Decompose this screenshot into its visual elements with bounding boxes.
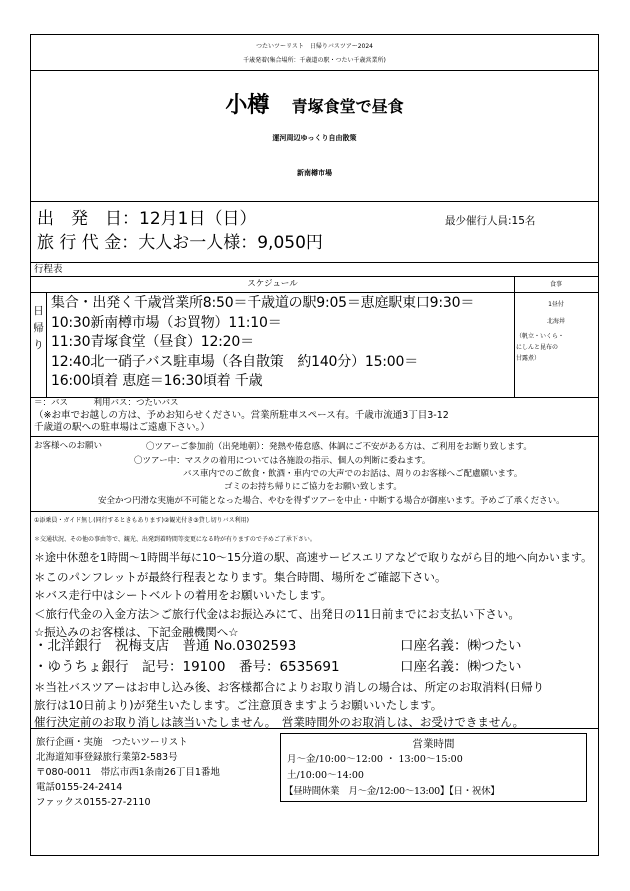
price-value: 大人お一人様：9,050円 bbox=[138, 233, 323, 253]
notes bbox=[34, 514, 592, 640]
title-lunch: 青塚食堂で昼食 bbox=[291, 97, 404, 116]
divider bbox=[31, 511, 598, 512]
day-label bbox=[31, 303, 46, 354]
request-line: 安全かつ円滑な実施が不可能となった場合、やむを得ずツアーを中止・中断する場合が御座います。予めご了承ください。 bbox=[98, 496, 565, 506]
departure-line: 千歳発着(集合場所：千歳道の駅・つたい千歳営業所) bbox=[243, 57, 386, 64]
note-line: ＊バス走行中はシートベルトの着用をお願いいたします。 bbox=[34, 588, 333, 602]
request-line: ゴミのお持ち帰りにご協力をお願い致します。 bbox=[224, 482, 402, 492]
divider bbox=[31, 728, 598, 729]
meal-line: 1昼付 bbox=[548, 301, 564, 308]
meal-note: 甘露煮） bbox=[516, 355, 541, 362]
divider bbox=[31, 292, 598, 293]
divider bbox=[31, 276, 598, 277]
schedule-line: 11:30青塚食堂（昼食）12:20＝ bbox=[51, 334, 254, 350]
schedule-line: 10:30新南樽市場（お買物）11:10＝ bbox=[51, 314, 282, 331]
schedule bbox=[51, 294, 474, 392]
schedule-header: スケジュール bbox=[247, 279, 298, 289]
schedule-line: 12:40北一硝子バス駐車場（各自散策 約140分）15:00＝ bbox=[51, 353, 419, 370]
note-line: ＊途中休憩を1時間〜1時間半毎に10〜15分道の駅、高速サービスエリアなどで取りながら目的地へ向かいます。 bbox=[34, 551, 593, 564]
hours-weekday: 月〜金/10:00〜12:00 ・ 13:00〜15:00 bbox=[287, 754, 463, 765]
cancel-line: ＊当社バスツアーはお申し込み後、お客様都合によりお取り消しの場合は、所定のお取消料(日帰り bbox=[34, 680, 545, 694]
divider bbox=[31, 70, 598, 71]
price-label: 旅 行 代 金： bbox=[37, 233, 139, 253]
title-line2: 運河周辺ゆっくり自由散策 bbox=[272, 134, 357, 142]
hours-saturday: 土/10:00〜14:00 bbox=[287, 770, 364, 781]
bank-hokuyo: ・北洋銀行 祝梅支店 普通 No.0302593 bbox=[34, 638, 297, 654]
divider bbox=[31, 436, 598, 437]
bank-yucho-holder: 口座名義：㈱つたい bbox=[400, 659, 522, 675]
meal-info bbox=[514, 298, 598, 364]
title-main bbox=[31, 91, 598, 122]
departure-date bbox=[37, 208, 256, 230]
date-label: 出 発 日： bbox=[37, 209, 139, 229]
parking-note-line: 千歳道の駅への駐車場はご遠慮下さい。） bbox=[34, 422, 210, 433]
meal-note: にしんと昆布の bbox=[516, 344, 559, 351]
meal-header: 食事 bbox=[549, 281, 562, 288]
requests-label: お客様へのお願い bbox=[34, 441, 103, 451]
cancel-line: 旅行は10日前より)が発生いたします。ご注意頂きますようお願いいたします。 bbox=[34, 697, 443, 712]
day-label-char: 帰 bbox=[33, 322, 44, 334]
itinerary-label: 行程表 bbox=[34, 264, 63, 275]
note-line: ＜旅行代金の入金方法＞ご旅行代金はお振込みにて、出発日の11日前までにお支払い下さい。 bbox=[34, 606, 520, 621]
divider bbox=[31, 262, 598, 263]
bank-hokuyo-holder: 口座名義：㈱つたい bbox=[400, 638, 522, 654]
request-line: バス車内でのご飲食・飲酒・車内での大声でのお話は、周りのお客様へご配慮願います。 bbox=[183, 469, 523, 479]
note-line: ☆振込みのお客様は、下記金融機関へ☆ bbox=[34, 625, 239, 639]
company-line: ファックス0155-27-2110 bbox=[36, 797, 151, 808]
schedule-line: 集合・出発く千歳営業所8:50＝千歳道の駅9:05＝恵庭駅東口9:30＝ bbox=[51, 295, 475, 311]
bank-yucho: ・ゆうちょ銀行 記号：19100 番号：6535691 bbox=[34, 659, 340, 675]
meal-note: （帆立・いくら・ bbox=[516, 333, 565, 340]
date-value: 12月1日（日） bbox=[139, 209, 257, 229]
pamphlet-frame bbox=[30, 34, 599, 856]
parking-note-line: （※お車でお越しの方は、予めお知らせください。営業所駐車スペース有。千歳市流通3丁目3-12 bbox=[34, 410, 449, 421]
company-info bbox=[36, 737, 220, 809]
schedule-line: 16:00頃着 恵庭＝16:30頃着 千歳 bbox=[51, 373, 263, 389]
day-label-char: り bbox=[33, 339, 44, 351]
company-line: 電話0155-24-2414 bbox=[36, 782, 123, 793]
company-line: 北海道知事登録旅行業第2-583号 bbox=[36, 752, 178, 763]
min-participants: 最少催行人員:15名 bbox=[445, 215, 536, 227]
cancel-policy bbox=[34, 680, 544, 730]
cancel-line: 催行決定前のお取り消しは該当いたしません。 営業時間外のお取消しは、お受けできません。 bbox=[34, 715, 525, 729]
title-line3: 新南樽市場 bbox=[297, 169, 332, 177]
tour-price bbox=[37, 232, 323, 254]
request-line: 〇ツアー中：マスクの着用については各施設の指示、個人の判断に委ねます。 bbox=[134, 456, 431, 466]
note-line: ＊交通状況、その他の事由等で、観光、出発到着時間等変更になる時が有りますので予めご了承下さい。 bbox=[34, 535, 316, 543]
tour-line: つたいツーリスト 日帰りバスツアー2024 bbox=[256, 43, 373, 50]
business-hours bbox=[280, 733, 587, 802]
company-line: 〒080-0011 帯広市西1条南26丁目1番地 bbox=[36, 767, 220, 778]
note-line: ①添乗員・ガイド無し(同行するときもあります)②観光付き③貸し切りバス利用) bbox=[34, 517, 249, 524]
meal-line: 北海丼 bbox=[546, 317, 565, 325]
day-label-char: 日 bbox=[33, 305, 44, 317]
divider bbox=[31, 201, 598, 202]
company-line: 旅行企画・実施 つたいツーリスト bbox=[36, 737, 188, 748]
bus-legend: ＝：バス 利用バス：つたいバス bbox=[34, 398, 179, 408]
hours-title: 営業時間 bbox=[412, 738, 455, 750]
title-destination: 小樽 bbox=[225, 93, 270, 118]
parking-note bbox=[34, 410, 449, 434]
hours-closed: 【昼時間休業 月〜金/12:00〜13:00】【日・祝休】 bbox=[284, 786, 500, 797]
note-line: ＊このパンフレットが最終行程表となります。集合時間、場所をご確認下さい。 bbox=[34, 569, 447, 584]
divider bbox=[46, 292, 47, 397]
request-line: 〇ツアーご参加前（出発地朝）：発熱や倦怠感、体調にご不安がある方は、ご利用をお断り致します。 bbox=[146, 442, 532, 452]
